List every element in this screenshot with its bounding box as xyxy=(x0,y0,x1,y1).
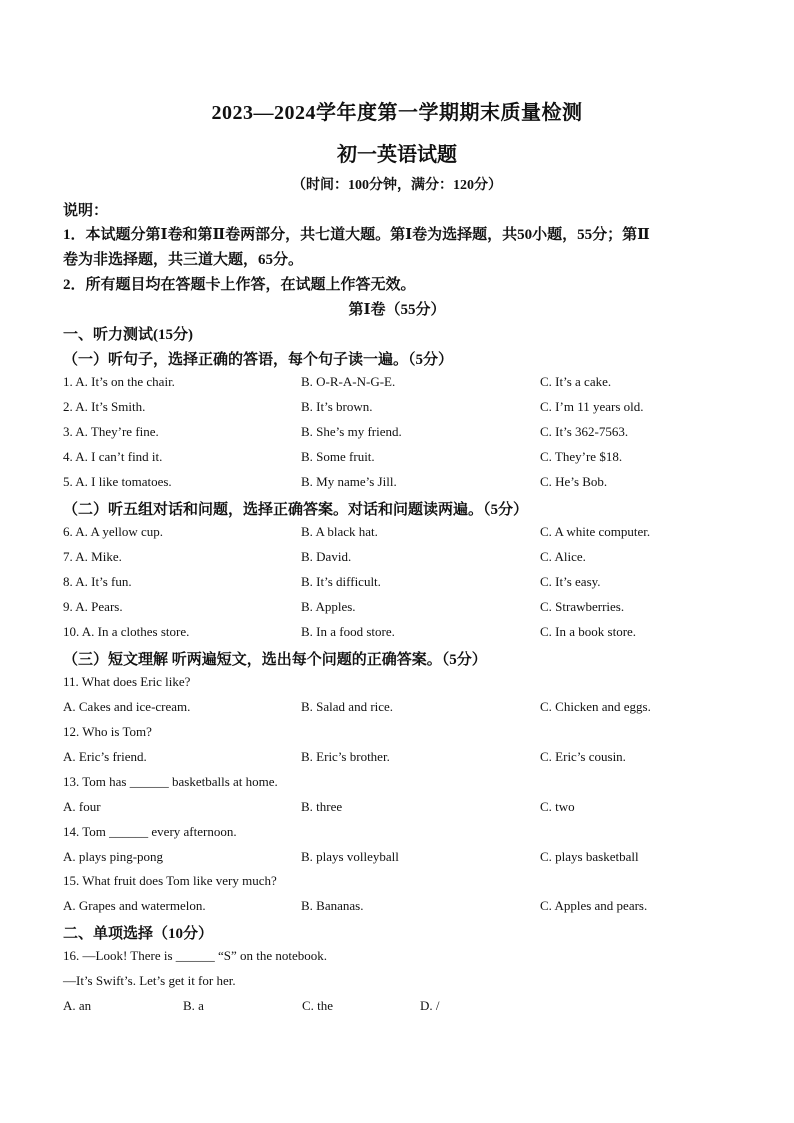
question-row xyxy=(0,474,794,494)
section2-title: （二）听五组对话和问题，选择正确答案。对话和问题读两遍。（5分） xyxy=(63,502,529,518)
instruction-line-3: 2．所有题目均在答题卡上作答，在试题上作答无效。 xyxy=(63,277,416,293)
option-b: B. Salad and rice. xyxy=(301,699,394,714)
question-row xyxy=(0,374,794,394)
option-c: C. plays basketball xyxy=(540,849,639,864)
instruction-line-1: 1．本试题分第Ⅰ卷和第Ⅱ卷两部分，共七道大题。第Ⅰ卷为选择题，共50小题，55分；第Ⅱ xyxy=(63,227,650,243)
option-c: C. Alice. xyxy=(540,549,586,564)
question-row xyxy=(0,849,794,869)
question-row xyxy=(0,574,794,594)
instructions-label: 说明： xyxy=(63,203,109,219)
option-a: A. plays ping-pong xyxy=(63,849,164,864)
option-b: B. In a food store. xyxy=(301,624,395,639)
exam-title: 2023—2024学年度第一学期期末质量检测 xyxy=(211,102,583,124)
option-c: C. Apples and pears. xyxy=(540,898,648,913)
option-b: B. It’s difficult. xyxy=(301,574,381,589)
option-b: B. O-R-A-N-G-E. xyxy=(301,374,396,389)
option-c: C. the xyxy=(302,998,334,1013)
question-row xyxy=(0,549,794,569)
option-a: 10. A. In a clothes store. xyxy=(63,624,190,639)
option-c: C. I’m 11 years old. xyxy=(540,399,644,414)
option-b: B. A black hat. xyxy=(301,524,378,539)
part1-title: 一、听力测试(15分) xyxy=(63,327,193,343)
section3-title: （三）短文理解 听两遍短文，选出每个问题的正确答案。（5分） xyxy=(63,652,487,668)
option-a: 8. A. It’s fun. xyxy=(63,574,132,589)
option-a: 3. A. They’re fine. xyxy=(63,424,159,439)
option-c: C. It’s 362-7563. xyxy=(540,424,629,439)
option-a: A. Grapes and watermelon. xyxy=(63,898,206,913)
option-b: B. Bananas. xyxy=(301,898,364,913)
option-a: 9. A. Pears. xyxy=(63,599,123,614)
option-a: 5. A. I like tomatoes. xyxy=(63,474,172,489)
option-a: A. Eric’s friend. xyxy=(63,749,147,764)
question-row xyxy=(0,799,794,819)
option-d: D. / xyxy=(420,998,440,1013)
option-c: C. They’re $18. xyxy=(540,449,623,464)
question-row xyxy=(0,424,794,444)
option-b: B. Apples. xyxy=(301,599,356,614)
question-row xyxy=(0,998,794,1018)
option-c: C. He’s Bob. xyxy=(540,474,608,489)
option-a: A. Cakes and ice-cream. xyxy=(63,699,191,714)
option-b: B. My name’s Jill. xyxy=(301,474,397,489)
question-16-line-2: —It’s Swift’s. Let’s get it for her. xyxy=(63,973,236,988)
question-row xyxy=(0,749,794,769)
instruction-line-2: 卷为非选择题，共三道大题，65分。 xyxy=(63,252,304,268)
question-13: 13. Tom has ______ basketballs at home. xyxy=(63,774,278,789)
time-score-note: （时间：100分钟，满分：120分） xyxy=(292,178,502,193)
option-a: 6. A. A yellow cup. xyxy=(63,524,164,539)
question-12: 12. Who is Tom? xyxy=(63,724,152,739)
option-a: A. four xyxy=(63,799,101,814)
option-a: A. an xyxy=(63,998,92,1013)
exam-subtitle: 初一英语试题 xyxy=(337,144,457,166)
option-c: C. In a book store. xyxy=(540,624,637,639)
question-row xyxy=(0,599,794,619)
option-b: B. David. xyxy=(301,549,352,564)
option-a: 7. A. Mike. xyxy=(63,549,122,564)
option-c: C. two xyxy=(540,799,575,814)
option-a: 1. A. It’s on the chair. xyxy=(63,374,175,389)
option-b: B. She’s my friend. xyxy=(301,424,402,439)
volume-title: 第Ⅰ卷（55分） xyxy=(348,302,446,318)
part2-title: 二、单项选择（10分） xyxy=(63,926,214,942)
question-14: 14. Tom ______ every afternoon. xyxy=(63,824,237,839)
question-row xyxy=(0,898,794,918)
question-row xyxy=(0,524,794,544)
option-c: C. Eric’s cousin. xyxy=(540,749,626,764)
option-b: B. three xyxy=(301,799,343,814)
question-row xyxy=(0,699,794,719)
option-b: B. Eric’s brother. xyxy=(301,749,390,764)
option-c: C. It’s a cake. xyxy=(540,374,612,389)
option-b: B. Some fruit. xyxy=(301,449,375,464)
option-c: C. A white computer. xyxy=(540,524,651,539)
question-row xyxy=(0,449,794,469)
option-c: C. It’s easy. xyxy=(540,574,601,589)
question-11: 11. What does Eric like? xyxy=(63,674,191,689)
option-b: B. It’s brown. xyxy=(301,399,373,414)
option-b: B. plays volleyball xyxy=(301,849,399,864)
question-row xyxy=(0,399,794,419)
question-15: 15. What fruit does Tom like very much? xyxy=(63,873,277,888)
option-b: B. a xyxy=(183,998,204,1013)
question-16-line-1: 16. —Look! There is ______ “S” on the notebook. xyxy=(63,948,328,963)
option-c: C. Strawberries. xyxy=(540,599,625,614)
option-c: C. Chicken and eggs. xyxy=(540,699,651,714)
option-a: 4. A. I can’t find it. xyxy=(63,449,163,464)
section1-title: （一）听句子，选择正确的答语，每个句子读一遍。（5分） xyxy=(63,352,454,368)
question-row xyxy=(0,624,794,644)
option-a: 2. A. It’s Smith. xyxy=(63,399,146,414)
